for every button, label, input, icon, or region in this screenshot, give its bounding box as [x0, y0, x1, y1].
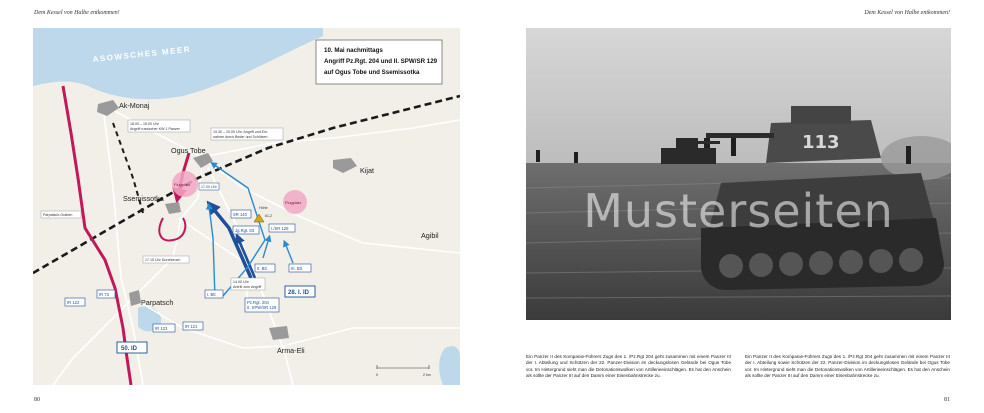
unit-ir73: IR 73: [99, 292, 110, 297]
unit-jg-rgt: Jg.Rgt. 83: [235, 228, 255, 233]
place-arma-eli: Arma-Eli: [277, 346, 305, 355]
map-title-line-3: auf Ogus Tobe und Ssemissotka: [324, 69, 420, 76]
unit-pzrgt-line: Pz.Rgt. 204: [247, 300, 269, 305]
map-title-line-2: Angriff Pz.Rgt. 204 und II. SPW/SR 129: [324, 58, 438, 65]
map-title-box: [316, 40, 442, 84]
caption-column-1: Ein Panzer II des Kompanie-Führers Zugs des 1. /Pz.Rgt 204 geht zusammen mit einem Panzer III der I. Abteilung und Schützen der 22. Panzer-Division im deckungslosen Gelände bei Ogus Tobe vor. Im Hintergrund sieht man die Detonationswolken von Artillerieeinschlägen. Es hat den Anschein als sollte der Panzer III auf den Damm einer Eisenbahnstrecke zu.: [526, 354, 731, 379]
ogus-time-label: 17.00 Uhr: [201, 185, 217, 189]
place-agibil: Agibil: [421, 231, 439, 240]
note-1-line: Angriff russischer KW 1 Panzer: [130, 127, 180, 131]
unit-iii-brl: III. Btl.: [291, 266, 303, 271]
place-kijat: Kijat: [360, 166, 374, 175]
note-parpatsch-graben: Parpatsch-Graben: [43, 213, 73, 217]
place-parpatsch: Parpatsch: [141, 298, 174, 307]
place-ak-monaj: Ak-Monaj: [119, 101, 150, 110]
unit-ir121: IR 121: [185, 324, 198, 329]
unit-ii-brl: II. Btl.: [257, 266, 268, 271]
height-label-line: 61,2: [265, 214, 272, 218]
note-durchbruch: 17.15 Uhr Durchbruch: [145, 258, 181, 262]
unit-sr129: I./SR 129: [271, 226, 289, 231]
watermark: Musterseiten: [583, 184, 894, 238]
airfield-label-2: Flugplatz: [285, 200, 302, 205]
scale-zero: 0: [376, 373, 378, 377]
running-head-right: Dem Kessel von Halbe entkommen!: [864, 10, 950, 16]
panzer-photo: [526, 28, 951, 320]
note-angriff-line: 14.00 Uhr: [233, 280, 249, 284]
campaign-map: [33, 28, 460, 385]
sea-label: ASOWSCHES MEER: [92, 44, 192, 64]
running-head-left: Dem Kessel von Halbe entkommen!: [34, 10, 120, 16]
note-2-line: nahme durch Beder und Schützen: [213, 135, 268, 139]
unit-ir123: IR 123: [155, 326, 168, 331]
airfield-label-1: Flugplatz: [174, 182, 191, 187]
note-angriff-line: Antritt zum Angriff: [233, 285, 262, 289]
map-title-line-1: 10. Mai nachmittags: [324, 47, 383, 54]
height-label-line: Höhe: [259, 206, 268, 210]
unit-i-brl: I. Btl.: [207, 292, 217, 297]
caption-column-2: Ein Panzer II des Kompanie-Führers Zugs des 1. /Pz.Rgt 204 geht zusammen mit einem Panzer III der I. Abteilung sowie Schützen der 22. Panzer-Division im deckungslosen Gelände bei Ogus Tobe vor. Im Hintergrund sieht man die Detonationswolken von Artillerieeinschlägen. Es hat den Anschein als sollte der Panzer III auf den Damm einer Eisenbahnstrecke zu.: [745, 354, 950, 379]
page-number-left: 80: [34, 397, 40, 403]
unit-sr140: SR 140: [233, 212, 247, 217]
scale-end: 2 km: [423, 373, 431, 377]
unit-ir122: IR 122: [67, 300, 80, 305]
place-ogus-tobe: Ogus Tobe: [171, 146, 206, 155]
tank-number: 113: [802, 132, 840, 153]
note-2-line: 19.30 – 20.00 Uhr, Angriff und Ein-: [213, 130, 269, 134]
note-1-line: 18.00 – 19.00 Uhr: [130, 122, 159, 126]
unit-div50: 50. ID: [121, 346, 138, 352]
unit-pzrgt-line: II. SPW/SR 129: [247, 305, 277, 310]
page-number-right: 81: [944, 397, 950, 403]
unit-div28: 28. I. ID: [288, 290, 310, 296]
place-ssemissotka: Ssemissotka: [123, 194, 164, 203]
